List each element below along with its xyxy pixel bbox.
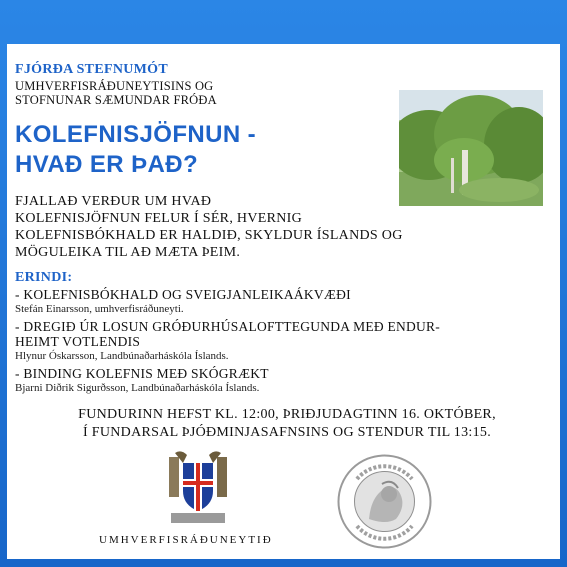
- meeting-details: [27, 406, 547, 442]
- organizers-line-2: STOFNUNAR SÆMUNDAR FRÓÐA: [15, 93, 217, 107]
- meeting-details-line-2: Í FUNDARSAL ÞJÓÐMINJASAFNSINS OG STENDUR TIL 13:15.: [83, 425, 491, 440]
- birch-tree-photo: [399, 90, 543, 206]
- intro-line-4: MÖGULEIKA TIL AÐ MÆTA ÞEIM.: [15, 245, 241, 260]
- talk-title: - BINDING KOLEFNIS MEÐ SKÓGRÆKT: [15, 366, 269, 381]
- meeting-details-line-1: FUNDURINN HEFST KL. 12:00, ÞRIÐJUDAGTINN 16. OKTÓBER,: [78, 407, 496, 422]
- ministry-label: UMHVERFISRÁÐUNEYTIÐ: [99, 534, 273, 546]
- talk-item: [15, 287, 555, 317]
- intro-line-2: KOLEFNISJÖFNUN FELUR Í SÉR, HVERNIG: [15, 211, 303, 226]
- university-of-iceland-seal-icon: [337, 454, 432, 549]
- title-line-1: KOLEFNISJÖFNUN -: [15, 121, 257, 148]
- talk-title: - DREGIÐ ÚR LOSUN GRÓÐURHÚSALOFTTEGUNDA MEÐ ENDUR-: [15, 319, 440, 334]
- talk-item: [15, 319, 555, 364]
- talk-speaker: Stefán Einarsson, umhverfisráðuneyti.: [15, 303, 184, 315]
- talks-heading: ERINDI:: [15, 270, 73, 285]
- talk-title-continued: HEIMT VOTLENDIS: [15, 334, 141, 349]
- intro-line-3: KOLEFNISBÓKHALD ER HALDIÐ, SKYLDUR ÍSLANDS OG: [15, 228, 403, 243]
- talk-speaker: Hlynur Óskarsson, Landbúnaðarháskóla Íslands.: [15, 350, 229, 362]
- talks-list: [15, 287, 555, 398]
- organizers-text: [15, 79, 345, 107]
- event-title: [15, 120, 256, 180]
- talk-speaker: Bjarni Diðrik Sigurðsson, Landbúnaðarháskóla Íslands.: [15, 382, 260, 394]
- organizers-line-1: UMHVERFISRÁÐUNEYTISINS OG: [15, 79, 214, 93]
- event-series-heading: FJÓRÐA STEFNUMÓT: [15, 62, 168, 77]
- intro-line-1: FJALLAÐ VERÐUR UM HVAÐ: [15, 194, 212, 209]
- iceland-coat-of-arms-icon: [167, 449, 229, 529]
- talk-title: - KOLEFNISBÓKHALD OG SVEIGJANLEIKAÁKVÆÐI: [15, 287, 351, 302]
- talk-item: [15, 366, 555, 396]
- flyer-card: [7, 44, 560, 559]
- title-line-2: HVAÐ ER ÞAÐ?: [15, 151, 199, 178]
- intro-text: [15, 193, 545, 261]
